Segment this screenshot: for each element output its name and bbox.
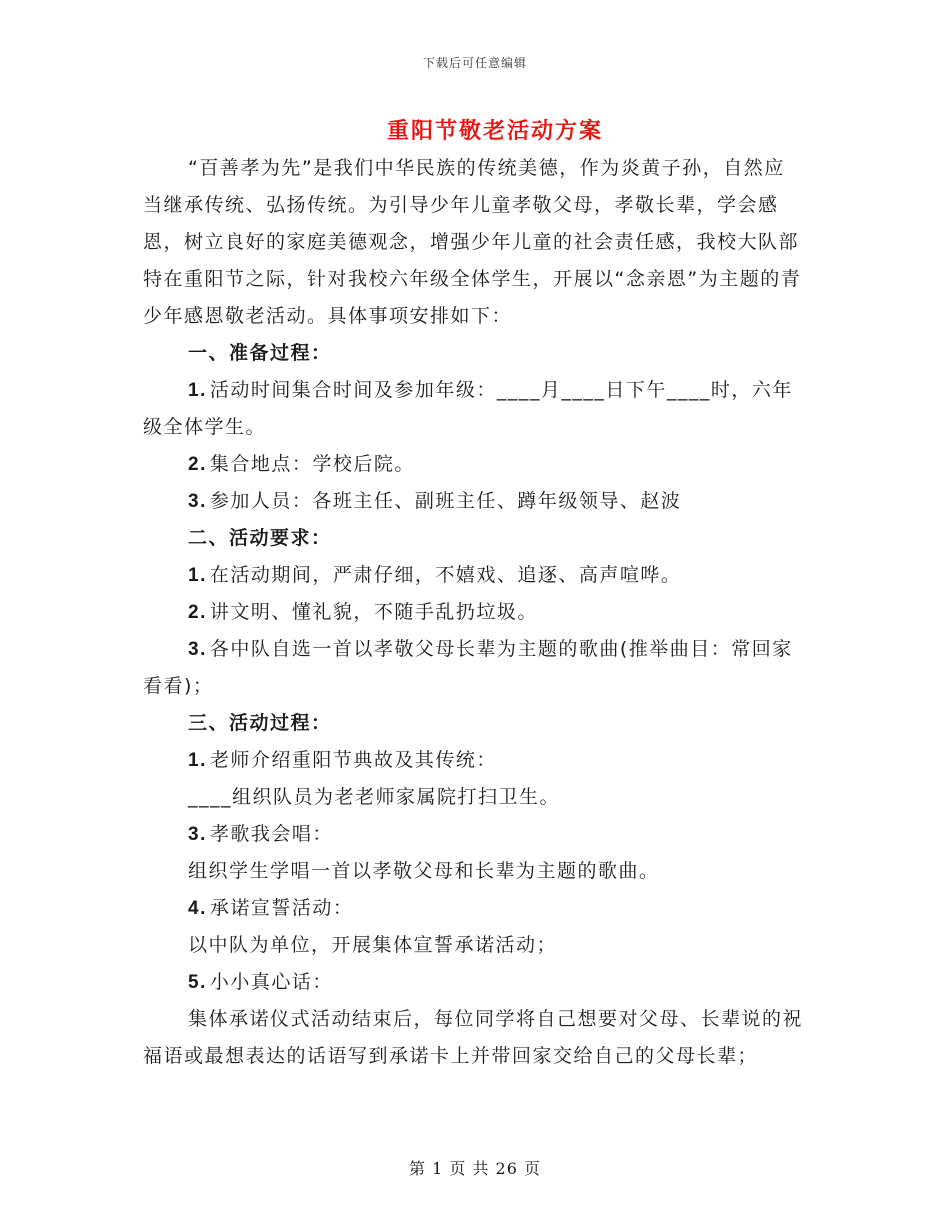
item-text: 集合地点：学校后院。 <box>209 453 415 475</box>
section-heading-requirements: 二、活动要求： <box>188 527 332 549</box>
list-item <box>143 631 803 705</box>
process-paragraph: 集体承诺仪式活动结束后，每位同学将自己想要对父母、长辈说的祝福语或最想表达的话语写到承诺卡上并带回家交给自己的父母长辈； <box>143 1008 804 1067</box>
item-text: 各中队自选一首以孝敬父母长辈为主题的歌曲(推举曲目：常回家看看)； <box>143 638 793 697</box>
header-note: 下载后可任意编辑 <box>422 56 527 70</box>
section-heading-preparation: 一、准备过程： <box>188 342 332 364</box>
list-item <box>143 446 803 483</box>
list-item <box>143 557 803 594</box>
item-number: 1. <box>188 750 207 771</box>
item-number: 5. <box>188 972 207 993</box>
item-number: 3. <box>188 824 207 845</box>
list-item <box>143 372 803 446</box>
item-number: 2. <box>188 602 207 623</box>
item-number: 1. <box>188 380 207 401</box>
list-item <box>143 964 803 1001</box>
process-line: 以中队为单位，开展集体宣誓承诺活动； <box>188 934 558 956</box>
item-number: 3. <box>188 491 207 512</box>
process-line: 组织学生学唱一首以孝敬父母和长辈为主题的歌曲。 <box>188 860 660 882</box>
item-number: 1. <box>188 565 207 586</box>
intro-paragraph: “百善孝为先”是我们中华民族的传统美德，作为炎黄子孙，自然应当继承传统、弘扬传统。为引导少年儿童孝敬父母，孝敬长辈，学会感恩，树立良好的家庭美德观念，增强少年儿童的社会责任感，我校大队部特在重阳节之际，针对我校六年级全体学生，开展以“念亲恩”为主题的青少年感恩敬老活动。具体事项安排如下： <box>143 157 802 327</box>
list-item <box>143 483 803 520</box>
list-item <box>143 816 803 853</box>
item-text: 老师介绍重阳节典故及其传统： <box>209 749 497 771</box>
list-item <box>143 594 803 631</box>
document-title: 重阳节敬老活动方案 <box>386 119 603 144</box>
item-text: 讲文明、懂礼貌，不随手乱扔垃圾。 <box>209 601 538 623</box>
section-heading-process: 三、活动过程： <box>188 712 332 734</box>
list-item <box>143 742 803 779</box>
document-body <box>143 150 803 1075</box>
item-number: 2. <box>188 454 207 475</box>
item-number: 3. <box>188 639 207 660</box>
item-text: 小小真心话： <box>209 971 333 993</box>
item-text: 孝歌我会唱： <box>209 823 333 845</box>
item-text: 活动时间集合时间及参加年级：____月____日下午____时，六年级全体学生。 <box>143 379 793 438</box>
item-number: 4. <box>188 898 207 919</box>
process-line: ____组织队员为老老师家属院打扫卫生。 <box>188 786 561 808</box>
page-number-footer: 第 1 页 共 26 页 <box>409 1159 541 1178</box>
item-text: 在活动期间，严肃仔细，不嬉戏、追逐、高声喧哗。 <box>209 564 682 586</box>
item-text: 参加人员：各班主任、副班主任、蹲年级领导、赵波 <box>209 490 682 512</box>
list-item <box>143 890 803 927</box>
item-text: 承诺宣誓活动： <box>209 897 354 919</box>
